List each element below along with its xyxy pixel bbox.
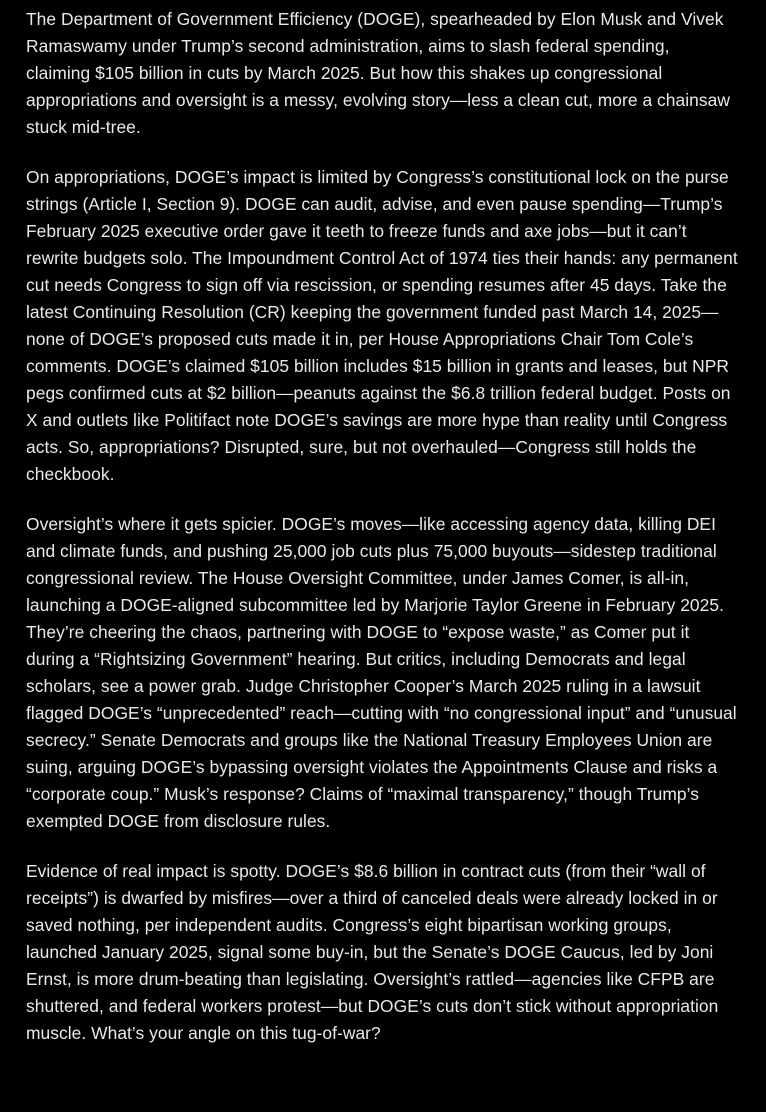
paragraph-intro: The Department of Government Efficiency (DOGE), spearheaded by Elon Musk and Vivek Ramaswamy under Trump’s second administration, aims to slash federal spending, claiming $105 billion in cuts by March 2025. But how this shakes up congressional appropriations and oversight is a messy, evolving story—less a clean cut, more a chainsaw stuck mid-tree. [26,9,730,137]
paragraph-appropriations: On appropriations, DOGE’s impact is limited by Congress’s constitutional lock on the purse strings (Article I, Section 9). DOGE can audit, advise, and even pause spending—Trump’s February 2025 executive order gave it teeth to freeze funds and axe jobs—but it can’t rewrite budgets solo. The Impoundment Control Act of 1974 ties their hands: any permanent cut needs Congress to sign off via rescission, or spending resumes after 45 days. Take the latest Continuing Resolution (CR) keeping the government funded past March 14, 2025—none of DOGE’s proposed cuts made it in, per House Appropriations Chair Tom Cole’s comments. DOGE’s claimed $105 billion includes $15 billion in grants and leases, but NPR pegs confirmed cuts at $2 billion—peanuts against the $6.8 trillion federal budget. Posts on X and outlets like Politifact note DOGE’s savings are more hype than reality until Congress acts. So, appropriations? Disrupted, sure, but not overhauled—Congress still holds the checkbook. [26,167,738,484]
post-body [26,6,738,1047]
paragraph-oversight: Oversight’s where it gets spicier. DOGE’s moves—like accessing agency data, killing DEI and climate funds, and pushing 25,000 job cuts plus 75,000 buyouts—sidestep traditional congressional review. The House Oversight Committee, under James Comer, is all-in, launching a DOGE-aligned subcommittee led by Marjorie Taylor Greene in February 2025. They’re cheering the chaos, partnering with DOGE to “expose waste,” as Comer put it during a “Rightsizing Government” hearing. But critics, including Democrats and legal scholars, see a power grab. Judge Christopher Cooper’s March 2025 ruling in a lawsuit flagged DOGE’s “unprecedented” reach—cutting with “no congressional input” and “unusual secrecy.” Senate Democrats and groups like the National Treasury Employees Union are suing, arguing DOGE’s bypassing oversight violates the Appointments Clause and risks a “corporate coup.” Musk’s response? Claims of “maximal transparency,” though Trump’s exempted DOGE from disclosure rules. [26,514,737,831]
paragraph-evidence: Evidence of real impact is spotty. DOGE’s $8.6 billion in contract cuts (from their “wall of receipts”) is dwarfed by misfires—over a third of canceled deals were already locked in or saved nothing, per independent audits. Congress’s eight bipartisan working groups, launched January 2025, signal some buy-in, but the Senate’s DOGE Caucus, led by Joni Ernst, is more drum-beating than legislating. Oversight’s rattled—agencies like CFPB are shuttered, and federal workers protest—but DOGE’s cuts don’t stick without appropriation muscle. What’s your angle on this tug-of-war? [26,861,719,1043]
